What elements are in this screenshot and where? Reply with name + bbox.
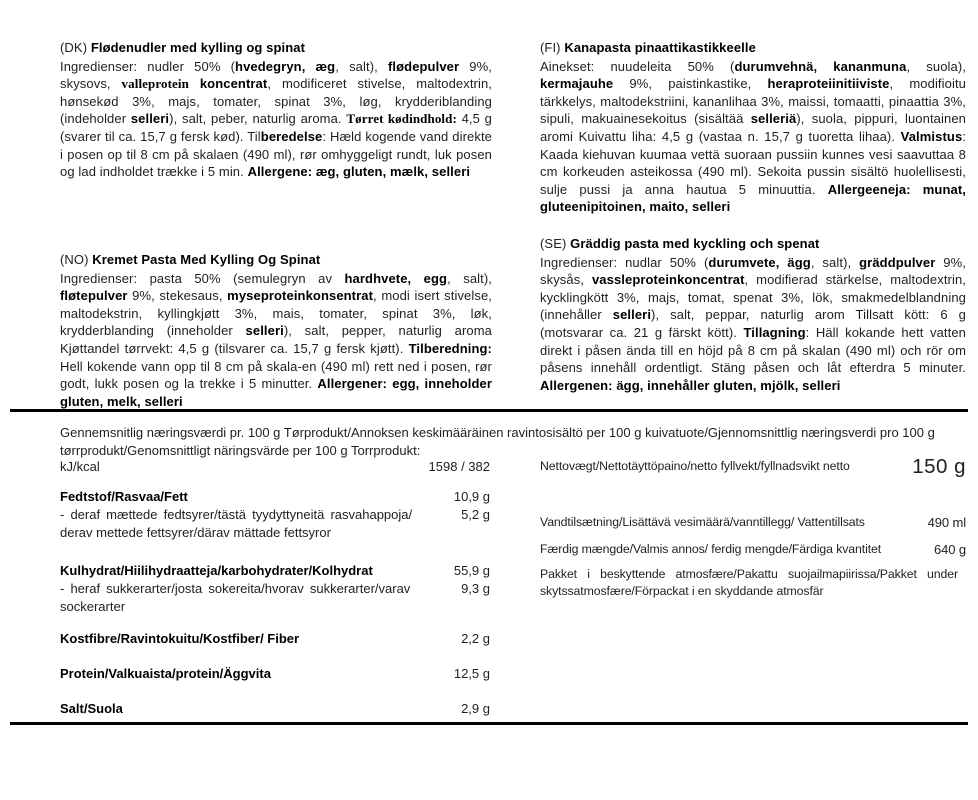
ingredients-text-no: Ingredienser: pasta 50% (semulegryn av hardhvete, egg, salt), fløtepulver 9%, stekesaus, myseproteinkonsentrat, modi isert stivelse, maltodekstrin, kyllingkjøtt 3%, mais, tomater, spinat 3%, løk, krydderblanding (inneholder selleri), salt, pepper, naturlig aroma Kjøttandel tørrvekt: 4,5 g (tilsvarer ca. 15,7 g fersk kjøtt). Tilberedning: Hell kokende vann opp til 8 cm på skala-en (490 ml) rett ned i posen, rør godt, lukk posen og la trekke i 5 minutter. Allergener: egg, inneholder gluten, melk, selleri: [60, 270, 493, 409]
nutrition-row-sugars: [60, 580, 490, 598]
package-row-prepared-quantity: [540, 541, 966, 558]
nutrient-value: 10,9 g: [453, 489, 490, 504]
nutrient-label: Fedtstof/Rasvaa/Fett: [60, 489, 188, 504]
ingredients-block-fi: [540, 39, 966, 216]
nutrient-value: 2,9 g: [461, 701, 490, 716]
nutrient-value: 1598 / 382: [428, 459, 490, 474]
nutrition-row-salt: [60, 700, 490, 718]
prepared-quantity-value: 640 g: [933, 542, 966, 557]
water-value: 490 ml: [927, 515, 966, 530]
nutrient-sublabel: sockerarter: [60, 599, 126, 614]
nutrient-value: 2,2 g: [461, 631, 490, 646]
ingredients-text-dk: Ingredienser: nudler 50% (hvedegryn, æg, salt), flødepulver 9%, skysovs, valleprotein koncentrat, modificeret stivelse, maltodextrin, hønsekød 3%, majs, tomater, spinat 3%, løg, krydderiblanding (indeholder selleri), salt, peber, naturlig aroma. Tørret kødindhold: 4,5 g (svarer til ca. 15,7 g fersk kød). Tilberedelse: Hæld kogende vand direkte i posen op til 8 cm på skalaen (490 ml), rør omhyggeligt rundt, luk posen og lad indholdet trække i 5 min. Allergene: æg, gluten, mælk, selleri: [60, 58, 493, 180]
nutrition-row-fat-saturated: [60, 506, 490, 524]
nutrient-label: Kostfibre/Ravintokuitu/Kostfiber/ Fiber: [60, 631, 300, 646]
nutrition-row-fibre: [60, 630, 490, 648]
nutrition-row-fat: [60, 488, 490, 506]
nutrient-label: kJ/kcal: [60, 459, 100, 474]
nutrient-sublabel: - heraf sukkerarter/josta sokereita/hvorav sukkerarter/varav: [60, 581, 411, 596]
package-row-net-weight: [540, 455, 966, 482]
product-title-no: (NO) Kremet Pasta Med Kylling Og Spinat: [60, 252, 321, 267]
nutrient-value: 9,3 g: [461, 581, 490, 596]
nutrition-table: [60, 458, 490, 718]
divider-top: [10, 409, 968, 412]
nutrient-value: 55,9 g: [453, 563, 490, 578]
package-info: [540, 455, 966, 600]
nutrient-value: 12,5 g: [453, 666, 490, 681]
nutrition-row-sugars-cont: [60, 598, 490, 616]
nutrition-row-fat-saturated-cont: [60, 524, 490, 542]
package-row-water: [540, 514, 966, 531]
nutrition-header: Gennemsnitlig næringsværdi pr. 100 g Tørprodukt/Annoksen keskimääräinen ravintosisältö per 100 g kuivatuote/Gjennomsnittlig næringsverdi pro 100 g tørrprodukt/Genomsnittligt näringsvärde per 100 g Torrprodukt:: [60, 425, 935, 458]
package-label: Vandtilsætning/Lisättävä vesimäärä/vanntillegg/ Vattentillsats: [540, 515, 865, 529]
nutrient-value: 5,2 g: [461, 507, 490, 522]
nutrition-row-carbs: [60, 562, 490, 580]
ingredients-block-no: [60, 251, 492, 410]
nutrient-label: Salt/Suola: [60, 701, 123, 716]
product-title-se: (SE) Gräddig pasta med kyckling och spenat: [540, 236, 820, 251]
nutrient-label: Kulhydrat/Hiilihydraatteja/karbohydrater/Kolhydrat: [60, 563, 373, 578]
package-label: Pakket i beskyttende atmosfære/Pakattu suojailmapiirissa/Pakket under skytssatmosfære/Förpackat i en skyddande atmosfär: [540, 567, 958, 598]
product-title-dk: (DK) Flødenudler med kylling og spinat: [60, 40, 306, 55]
package-label: Nettovægt/Nettotäyttöpaino/netto fyllvekt/fyllnadsvikt netto: [540, 459, 850, 473]
nutrition-row-protein: [60, 665, 490, 683]
product-title-fi: (FI) Kanapasta pinaattikastikkeelle: [540, 40, 756, 55]
ingredients-block-se: [540, 235, 966, 394]
nutrient-sublabel: - deraf mættede fedtsyrer/tästä tyydyttyneitä rasvahappoja/: [60, 507, 413, 522]
nutrient-label: Protein/Valkuaista/protein/Äggvita: [60, 666, 271, 681]
package-row-atmosphere: [540, 566, 966, 600]
divider-bottom: [10, 722, 968, 725]
net-weight-value: 150 g: [912, 455, 966, 478]
package-label: Færdig mængde/Valmis annos/ ferdig mengde/Färdiga kvantitet: [540, 542, 882, 556]
ingredients-text-fi: Ainekset: nuudeleita 50% (durumvehnä, kananmuna, suola), kermajauhe 9%, paistinkastike, heraproteiinitiiviste, modifioitu tärkkelys, maltodekstriini, kananlihaa 3%, maissi, tomaatti, pinaattia 3%, sipuli, makuainesekoitus (sisältää selleriä), suola, pippuri, luontainen aromi Kuivattu liha: 4,5 g (vastaa n. 15,7 g tuoretta lihaa). Valmistus: Kaada kiehuvan kuumaa vettä suoraan pussiin kunnes vesi saavuttaa 8 cm korkeuden asteikossa (490 ml). Sekoita pussin sisältö huolellisesti, sulje pussi ja anna hautua 5 minuuttia. Allergeeneja: munat, gluteenipitoinen, maito, selleri: [540, 58, 966, 215]
nutrition-row-energy: [60, 458, 490, 476]
ingredients-text-se: Ingredienser: nudlar 50% (durumvete, ägg, salt), gräddpulver 9%, skysås, vassleproteinkoncentrat, modifierad stärkelse, maltodextrin, kycklingkött 3%, majs, tomat, spenat 3%, lök, smakmedelblandning (innehåller selleri), salt, peppar, naturlig arom Tillsatt kött: 6 g (motsvarar ca. 21 g färskt kött). Tillagning: Häll kokande hett vatten direkt i påsen ända till en höjd på 8 cm på skalan (490 ml) och rör om påsens innehåll ordentligt. Stäng påsen och låt efterdra 5 minuter. Allergenen: ägg, innehåller gluten, mjölk, selleri: [540, 254, 966, 393]
ingredients-block-dk: [60, 39, 492, 181]
nutrient-sublabel: derav mettede fettsyrer/därav mättade fettsyror: [60, 525, 331, 540]
